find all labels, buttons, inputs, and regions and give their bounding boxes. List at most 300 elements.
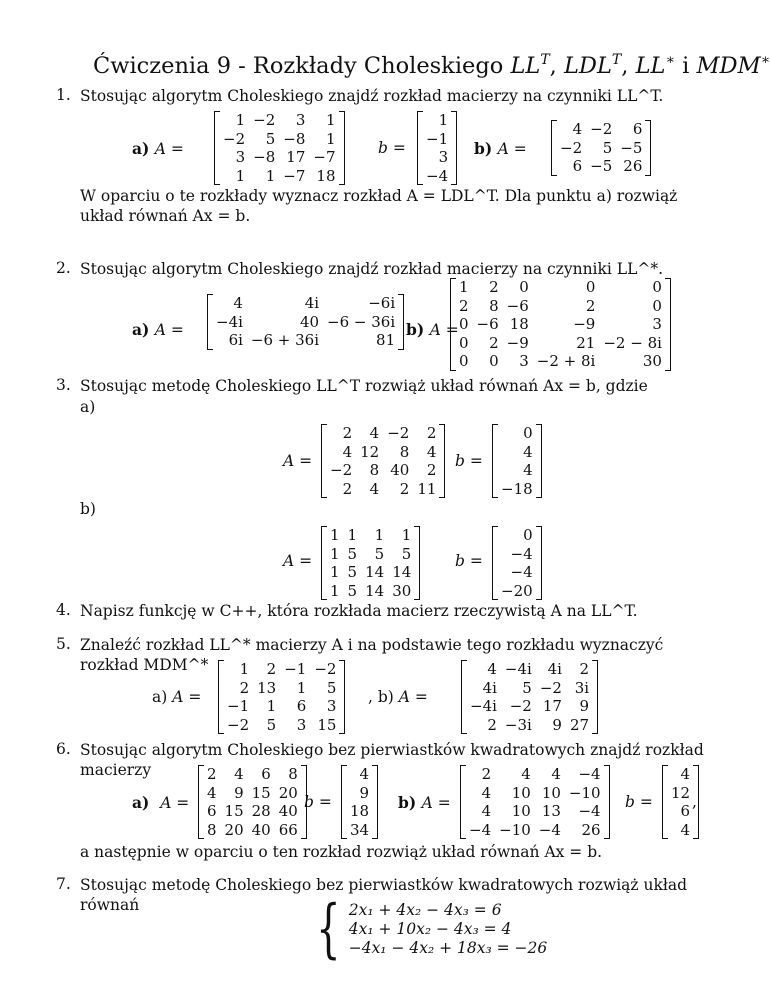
matrix-cell: −8 [283, 129, 306, 148]
matrix-grid [557, 120, 645, 176]
matrix-row [327, 545, 414, 564]
title-ldl: LDL [563, 53, 612, 79]
a-eq: A = [497, 140, 527, 158]
matrix-row [466, 821, 604, 840]
matrix-cell: −6 [506, 296, 529, 315]
matrix-cell: −2 [314, 660, 337, 678]
matrix-cell: 0 [523, 526, 533, 544]
matrix-cell: 6 [296, 697, 307, 715]
matrix-row [224, 716, 339, 735]
matrix-cell: 4 [481, 783, 492, 802]
part-label: b) [80, 500, 96, 518]
matrix-cell: 21 [576, 333, 596, 352]
matrix-row [220, 167, 339, 186]
matrix-cell: 15 [251, 783, 271, 802]
exercise-text: Stosując algorytm Choleskiego znajdź rozkład macierzy na czynniki LL^T. [80, 87, 664, 105]
matrix-grid [423, 111, 451, 185]
matrix-cell: 4 [369, 479, 380, 498]
matrix-cell: 18 [316, 166, 336, 185]
exercise-text: Stosując algorytm Choleskiego bez pierwiastków kwadratowych znajdź rozkład macierzy [80, 741, 704, 779]
title-and: i [674, 53, 697, 79]
matrix-cell: 8 [288, 765, 298, 783]
matrix-grid [327, 424, 439, 498]
brace-icon: { [316, 892, 341, 966]
matrix-cell: −1 [284, 660, 307, 678]
part-label [398, 793, 451, 812]
matrix-cell: 17 [542, 697, 562, 715]
matrix-row [204, 765, 301, 784]
matrix-row [557, 120, 645, 139]
matrix-cell: 13 [541, 802, 561, 820]
matrix-cell: 10 [541, 783, 561, 802]
matrix-cell: 4i [304, 294, 320, 312]
matrix-cell: −2 [253, 111, 276, 129]
matrix-cell: 8 [369, 461, 380, 479]
matrix-row [668, 765, 693, 784]
exercise-number: 7. [56, 875, 71, 893]
matrix-cell: 10 [511, 783, 531, 802]
matrix-cell: −4i [470, 697, 497, 715]
exercise-text: Stosując metodę Choleskiego LL^T rozwiąż układ równań Ax = b, gdzie [80, 377, 648, 395]
a-eq: A = [283, 452, 313, 470]
matrix-cell: 1 [265, 166, 276, 185]
b-eq: b = [304, 793, 332, 811]
matrix-cell: 9 [552, 715, 562, 734]
matrix-cell: 4 [369, 424, 380, 442]
matrix-cell: 0 [459, 315, 469, 333]
matrix-cell: 14 [365, 581, 385, 600]
matrix-cell: 2 [239, 678, 250, 697]
matrix-cell: 1 [374, 526, 385, 544]
bracket-right [451, 111, 457, 185]
matrix-cell: 17 [286, 148, 306, 166]
matrix-cell: 5 [347, 563, 358, 581]
matrix-cell: −7 [283, 166, 306, 185]
matrix-cell: 12 [671, 783, 691, 802]
matrix-row [467, 697, 592, 716]
matrix-cell: −9 [506, 333, 529, 352]
matrix-cell: 4 [523, 442, 533, 461]
matrix-cell: 6 [207, 802, 217, 820]
matrix-row [467, 679, 592, 698]
matrix-cell: 5 [266, 715, 277, 734]
matrix-row [224, 679, 339, 698]
matrix-grid [466, 765, 604, 839]
matrix-cell: 4 [680, 765, 691, 783]
matrix-row [498, 582, 536, 601]
matrix-grid [220, 111, 339, 185]
matrix-row [423, 148, 451, 167]
matrix-row [456, 297, 665, 316]
matrix-cell: 0 [585, 278, 596, 296]
matrix-cell: −6 [476, 315, 499, 333]
matrix-cell: 26 [623, 157, 643, 175]
matrix-cell: 81 [376, 331, 396, 349]
matrix-cell: 4 [207, 783, 217, 802]
matrix-cell: 2 [459, 296, 469, 315]
matrix-row [466, 802, 604, 821]
matrix-cell: 3 [438, 148, 449, 166]
matrix-cell: 2 [266, 660, 277, 678]
matrix-cell: 0 [519, 278, 529, 296]
matrix-cell: 14 [392, 563, 412, 581]
matrix-cell: 1 [330, 544, 340, 563]
matrix-cell: 0 [459, 352, 469, 370]
a-eq: A = [429, 321, 459, 339]
b-eq: b = [625, 793, 653, 811]
matrix-cell: 1 [330, 563, 340, 581]
matrix-cell: −4i [216, 312, 243, 331]
matrix-row [220, 130, 339, 149]
matrix-row [456, 315, 665, 334]
part-label-text: a) [132, 320, 150, 339]
matrix-cell: 5 [347, 581, 358, 600]
exercise-note: W oparciu o te rozkłady wyznacz rozkład A = LDL^T. Dla punktu a) rozwiąż układ równań Ax = b. [80, 187, 678, 225]
matrix-cell: 4i [547, 660, 562, 678]
matrix-cell: 40 [299, 312, 320, 331]
a-eq: A = [154, 140, 184, 158]
matrix [198, 765, 307, 839]
matrix [207, 294, 404, 350]
matrix-cell: 14 [365, 563, 385, 581]
matrix-cell: −4 [578, 765, 601, 783]
matrix-row [204, 821, 301, 840]
a-eq: A = [421, 794, 451, 812]
a-eq: A = [283, 552, 313, 570]
title-sup: T [611, 52, 622, 68]
title-mdm: MDM [696, 53, 761, 79]
exercise-number: 4. [56, 601, 71, 619]
matrix-grid [456, 278, 665, 371]
matrix [461, 660, 598, 734]
bracket-right [645, 120, 651, 176]
matrix-cell: 1 [296, 678, 307, 697]
exercise-number: 3. [56, 376, 71, 394]
matrix-row [347, 765, 372, 784]
title-ll: LL [510, 53, 541, 79]
matrix-row [498, 424, 536, 443]
matrix-cell: 4 [342, 442, 353, 461]
matrix-cell: 2 [342, 424, 353, 442]
matrix-cell: 5 [401, 544, 412, 563]
matrix-cell: 2 [489, 278, 499, 296]
matrix-cell: −2 [223, 129, 246, 148]
matrix-cell: 30 [392, 581, 412, 600]
matrix-cell: 5 [326, 678, 337, 697]
a-eq: A = [154, 321, 184, 339]
matrix-row [347, 821, 372, 840]
matrix-cell: −2 [560, 138, 583, 157]
bracket-right [604, 765, 610, 839]
title-sup: ∗ [665, 52, 675, 68]
matrix-cell: −9 [573, 315, 596, 333]
matrix-cell: 13 [257, 678, 277, 697]
matrix-row [498, 545, 536, 564]
matrix-cell: 4 [680, 820, 691, 839]
matrix-row [498, 461, 536, 480]
matrix-cell: −4 [510, 544, 533, 563]
exercise-text: Stosując algorytm Choleskiego znajdź rozkład macierzy na czynniki LL^*. [80, 260, 664, 278]
matrix [321, 424, 445, 498]
matrix-cell: 8 [489, 296, 499, 315]
matrix-row [466, 765, 604, 784]
matrix-cell: −10 [499, 820, 531, 839]
matrix-cell: −4 [538, 820, 561, 839]
matrix-cell: 11 [417, 479, 437, 498]
a-eq: A = [160, 794, 190, 812]
matrix-cell: 3 [296, 715, 307, 734]
matrix-cell: 1 [330, 581, 340, 600]
matrix-cell: 9 [234, 783, 244, 802]
matrix [214, 111, 345, 185]
exercise-number: 6. [56, 740, 71, 758]
matrix-cell: −2 [227, 715, 250, 734]
matrix-row [327, 563, 414, 582]
matrix-row [456, 352, 665, 371]
matrix-row [327, 480, 439, 499]
bracket-right [439, 424, 445, 498]
matrix-cell: 1 [266, 697, 277, 715]
bracket-right [414, 526, 420, 600]
matrix-cell: 4 [481, 802, 492, 820]
matrix-cell: 34 [350, 820, 370, 839]
matrix-cell: −5 [620, 138, 643, 157]
matrix-cell: 2 [426, 424, 437, 442]
matrix-cell: 2 [487, 715, 497, 734]
title-sep: , [621, 53, 636, 79]
matrix-cell: 4 [551, 765, 561, 783]
title-sup: ∗ [760, 52, 770, 68]
matrix-cell: 28 [251, 802, 271, 820]
matrix-row [204, 784, 301, 803]
matrix-row [498, 480, 536, 499]
matrix-row [423, 111, 451, 130]
matrix-cell: −7 [313, 148, 336, 166]
a-eq: A = [398, 688, 428, 706]
matrix-row [213, 313, 398, 332]
bracket-right [665, 278, 671, 371]
matrix-cell: 0 [459, 333, 469, 352]
matrix-row [327, 461, 439, 480]
matrix-cell: 5 [265, 129, 276, 148]
matrix-row [557, 139, 645, 158]
part-label [132, 139, 184, 158]
matrix-cell: −2 [330, 461, 353, 479]
matrix-cell: 6 [632, 120, 643, 138]
exercise-text: Znaleźć rozkład LL^* macierzy A i na podstawie tego rozkładu wyznaczyć rozkład MDM^* [80, 636, 664, 674]
matrix-row [467, 660, 592, 679]
matrix-cell: 1 [438, 111, 449, 129]
matrix-row [668, 821, 693, 840]
matrix-cell: 3 [326, 697, 337, 715]
matrix-cell: 1 [401, 526, 412, 544]
matrix [218, 660, 345, 734]
matrix-cell: 4i [482, 678, 497, 697]
matrix-cell: 6 [572, 157, 583, 175]
matrix-grid [668, 765, 693, 839]
part-label-text: b) [398, 793, 417, 812]
matrix-grid [224, 660, 339, 734]
exercise-text: Stosując metodę Choleskiego bez pierwiastków kwadratowych rozwiąż układ równań [80, 876, 688, 914]
matrix-cell: −2 [590, 120, 613, 138]
matrix-row [423, 167, 451, 186]
matrix-row [220, 148, 339, 167]
exercise-number: 2. [56, 259, 71, 277]
matrix-cell: 2 [426, 461, 437, 479]
matrix-cell: −8 [253, 148, 276, 166]
part-label-text: a) [132, 139, 150, 158]
matrix-cell: 40 [251, 820, 271, 839]
matrix-cell: −6 − 36i [327, 312, 396, 331]
matrix-cell: −2 [387, 424, 410, 442]
matrix-cell: −10 [568, 783, 601, 802]
matrix-row [498, 526, 536, 545]
title-ll: LL [635, 53, 666, 79]
matrix-row [466, 784, 604, 803]
matrix-row [204, 802, 301, 821]
matrix-row [467, 716, 592, 735]
matrix-row [456, 278, 665, 297]
matrix-row [498, 563, 536, 582]
matrix-grid [498, 424, 536, 498]
part-label [132, 320, 184, 339]
equation: 2x₁ + 4x₂ − 4x₃ = 6 [348, 900, 502, 919]
matrix-row [557, 157, 645, 176]
matrix-cell: 3 [295, 111, 306, 129]
title-text: Ćwiczenia 9 - Rozkłady Choleskiego [93, 53, 511, 79]
vector [492, 526, 542, 600]
matrix-cell: 26 [581, 820, 601, 839]
matrix-grid [467, 660, 592, 734]
matrix-row [220, 111, 339, 130]
matrix-cell: 27 [569, 715, 590, 734]
matrix-cell: 1 [239, 660, 250, 678]
vector [417, 111, 457, 185]
matrix-cell: 1 [325, 129, 336, 148]
matrix-row [668, 784, 693, 803]
matrix-cell: 2 [342, 479, 353, 498]
matrix-cell: 0 [523, 424, 533, 442]
matrix-cell: 8 [399, 442, 410, 461]
matrix-grid [347, 765, 372, 839]
matrix-row [213, 294, 398, 313]
matrix-cell: 2 [207, 765, 217, 783]
matrix-cell: 40 [390, 461, 410, 479]
matrix-cell: 6 [680, 802, 691, 820]
part-label [474, 139, 527, 158]
matrix [321, 526, 420, 600]
matrix-cell: −4 [426, 166, 449, 185]
part-label-text: b) [377, 688, 394, 706]
matrix-cell: 4 [359, 765, 370, 783]
matrix-cell: −4i [504, 660, 532, 678]
matrix-row [498, 443, 536, 462]
equation: −4x₁ − 4x₂ + 18x₃ = −26 [348, 938, 548, 957]
matrix-cell: 30 [642, 352, 662, 370]
title-sep: , [549, 53, 564, 79]
matrix [551, 120, 651, 176]
matrix-cell: 20 [224, 820, 244, 839]
matrix-cell: 3 [519, 352, 529, 370]
matrix-cell: 4 [572, 120, 583, 138]
matrix-cell: 15 [317, 715, 337, 734]
matrix-cell: 0 [489, 352, 499, 370]
bracket-right [372, 765, 378, 839]
matrix [450, 278, 671, 371]
matrix-cell: 5 [374, 544, 385, 563]
bracket-right [536, 526, 542, 600]
vector [492, 424, 542, 498]
exercise-number: 1. [56, 86, 71, 104]
matrix-cell: 9 [579, 697, 590, 715]
matrix-cell: 6i [228, 331, 243, 349]
matrix-cell: −20 [501, 581, 533, 600]
part-label-text: b) [406, 320, 425, 339]
matrix-cell: −5 [590, 157, 613, 175]
part-label [132, 793, 189, 812]
b-eq: b = [455, 452, 483, 470]
matrix-cell: 20 [278, 783, 298, 802]
matrix-cell: 1 [235, 166, 246, 185]
matrix-cell: 2 [399, 479, 410, 498]
matrix-cell: 18 [350, 802, 370, 820]
bracket-right [339, 111, 345, 185]
matrix-cell: 9 [359, 783, 370, 802]
matrix-row [224, 697, 339, 716]
b-eq: b = [378, 139, 406, 157]
matrix [460, 765, 610, 839]
b-eq: b = [455, 552, 483, 570]
comma: , [368, 688, 373, 706]
matrix-cell: 2 [585, 296, 596, 315]
matrix-cell: −2 − 8i [603, 333, 662, 352]
part-label: a) [80, 398, 96, 416]
matrix-grid [204, 765, 301, 839]
part-label-text: b) [474, 139, 493, 158]
matrix-cell: 15 [224, 802, 244, 820]
matrix-grid [213, 294, 398, 350]
title-sup: T [540, 52, 550, 68]
matrix-cell: 1 [325, 111, 336, 129]
matrix-cell: 2 [579, 660, 590, 678]
matrix-cell: 5 [522, 678, 532, 697]
vector [341, 765, 378, 839]
matrix-cell: 1 [347, 526, 358, 544]
matrix-cell: 3i [574, 678, 590, 697]
equation-system [308, 892, 548, 966]
matrix-cell: 66 [278, 820, 298, 839]
matrix-row [347, 802, 372, 821]
comma: , [692, 793, 697, 811]
matrix-cell: 5 [347, 544, 358, 563]
equation: 4x₁ + 10x₂ − 4x₃ = 4 [348, 919, 512, 938]
matrix-cell: 4 [521, 765, 531, 783]
page-title [93, 53, 770, 79]
matrix-cell: 2 [481, 765, 492, 783]
equation-lines [349, 901, 548, 958]
matrix-cell: 4 [233, 294, 243, 312]
matrix-cell: −2 [509, 697, 532, 715]
matrix-cell: 12 [360, 442, 380, 461]
matrix-row [327, 526, 414, 545]
matrix-cell: −4 [469, 820, 492, 839]
matrix-cell: 1 [459, 278, 469, 296]
matrix-cell: 1 [330, 526, 340, 544]
matrix-cell: 3 [235, 148, 246, 166]
part-label [152, 688, 201, 706]
matrix-cell: −4 [578, 802, 601, 820]
matrix-cell: 3 [652, 315, 662, 333]
